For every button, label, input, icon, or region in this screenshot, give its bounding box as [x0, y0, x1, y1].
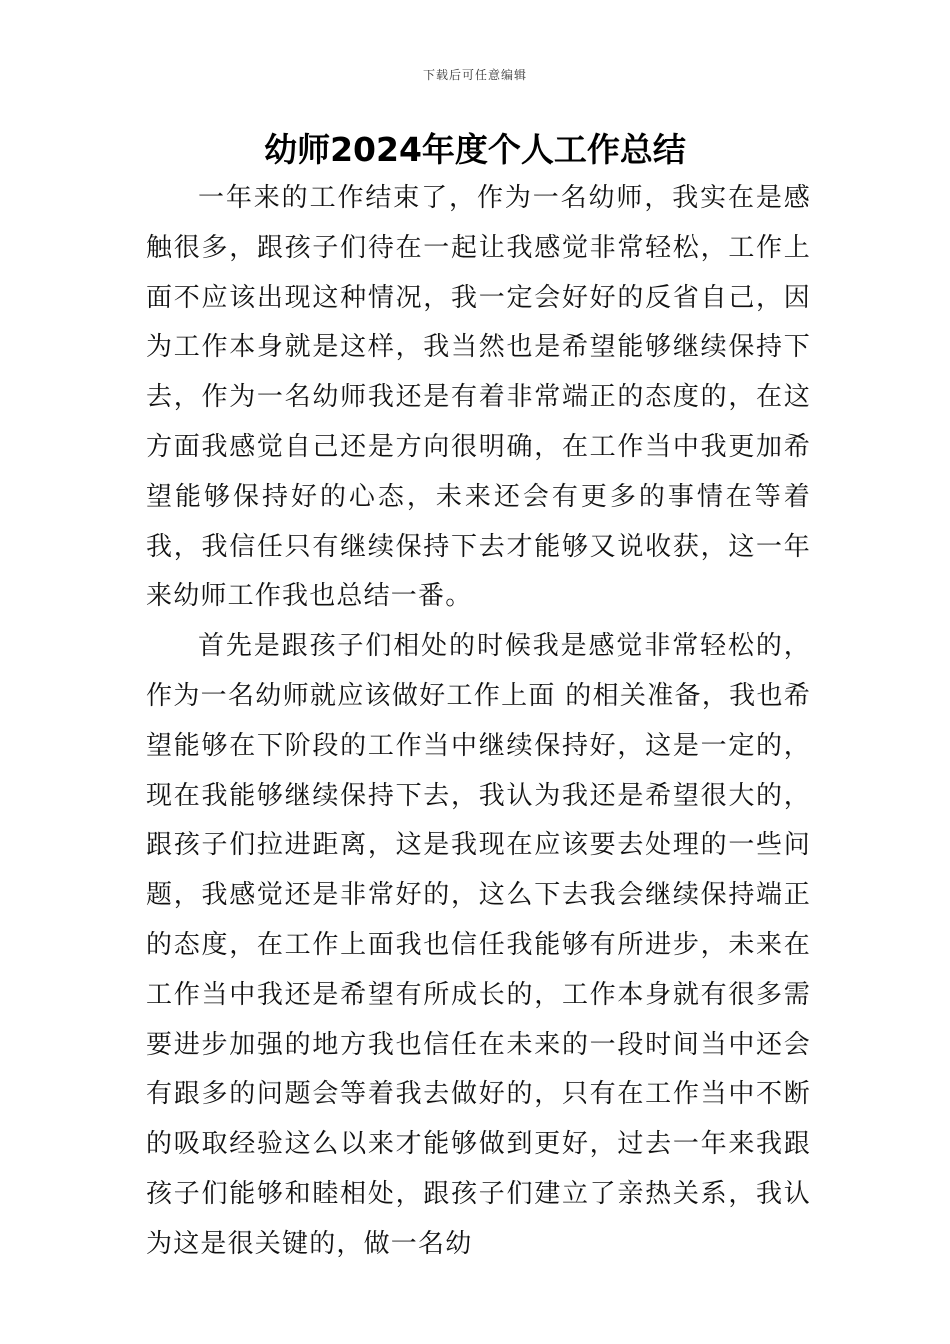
document-title: 幼师2024年度个人工作总结 [264, 130, 686, 169]
paragraph-2: 首先是跟孩子们相处的时候我是感觉非常轻松的，作为一名幼师就应该做好工作上面 的相关准备，我也希望能够在下阶段的工作当中继续保持好，这是一定的，现在我能够继续保持下去，我认为我还是希望很大的，跟孩子们拉进距离，这是我现在应该要去处理的一些问题，我感觉还是非常好的，这么下去我会继续保持端正的态度，在工作上面我也信任我能够有所进步，未来在工作当中我还是希望有所成长的，工作本身就有很多需要进步加强的地方我也信任在未来的一段时间当中还会有跟多的问题会等着我去做好的，只有在工作当中不断的吸取经验这么以来才能够做到更好，过去一年来我跟孩子们能够和睦相处，跟孩子们建立了亲热关系，我认为这是很关键的，做一名幼 [146, 631, 811, 1259]
paragraph-1: 一年来的工作结束了，作为一名幼师，我实在是感触很多，跟孩子们待在一起让我感觉非常轻松，工作上面不应该出现这种情况，我一定会好好的反省自己，因为工作本身就是这样，我当然也是希望能够继续保持下去，作为一名幼师我还是有着非常端正的态度的，在这方面我感觉自己还是方向很明确，在工作当中我更加希望能够保持好的心态，未来还会有更多的事情在等着我，我信任只有继续保持下去才能够又说收获，这一年来幼师工作我也总结一番。 [146, 183, 811, 612]
document-body [146, 174, 811, 1270]
header-note: 下载后可任意编辑 [422, 68, 527, 82]
